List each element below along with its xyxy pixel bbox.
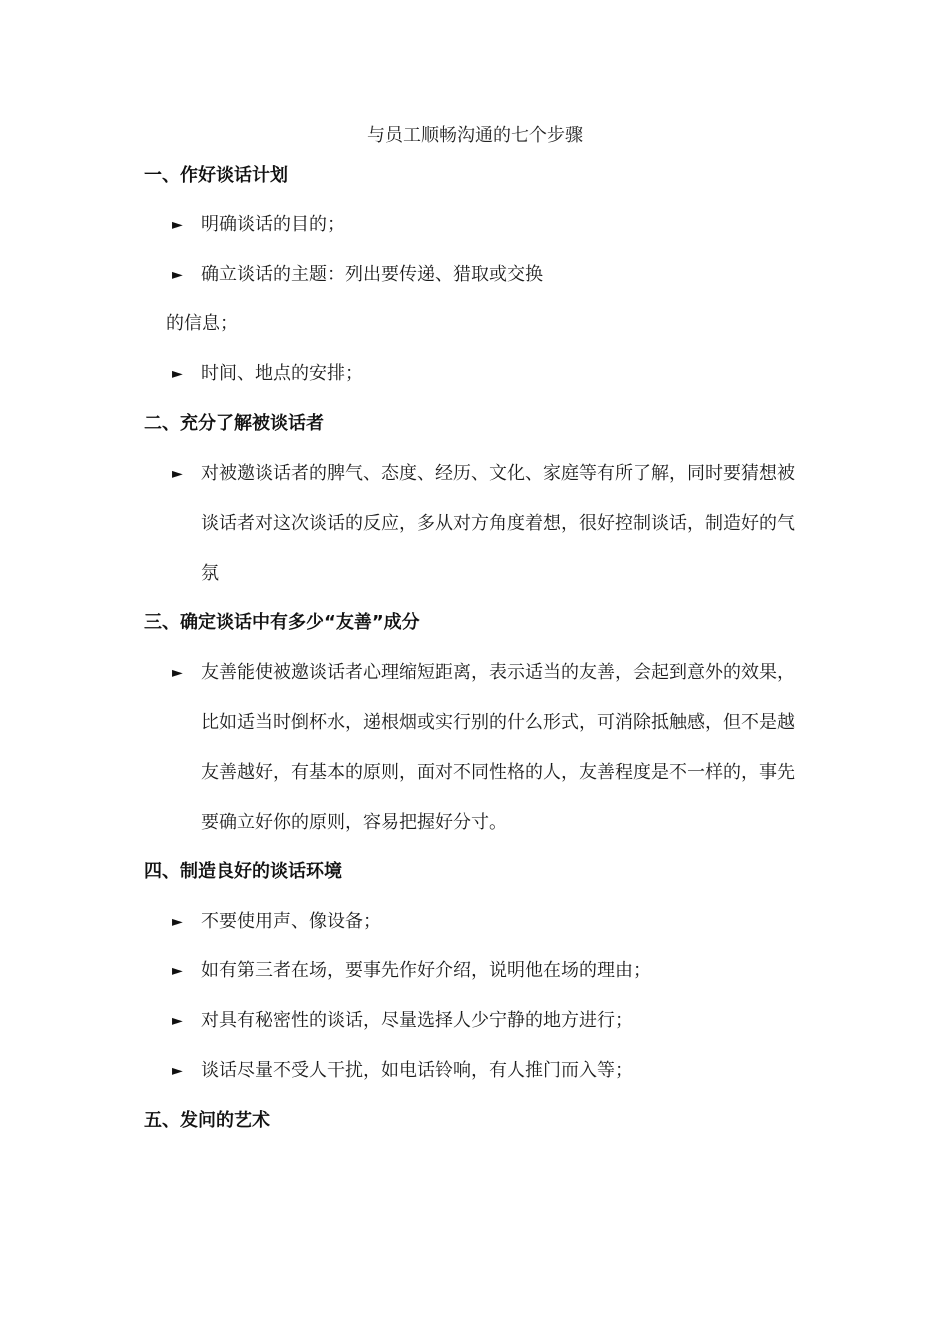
list-item-text: 明确谈话的目的； bbox=[201, 214, 345, 235]
section-heading: 四、制造良好的谈话环境 bbox=[144, 861, 342, 882]
list-item-text: 对被邀谈话者的脾气、态度、经历、文化、家庭等有所了解，同时要猜想被谈话者对这次谈话的反应，多从对方角度着想，很好控制谈话，制造好的气氛 bbox=[201, 463, 795, 584]
list-item-text: 时间、地点的安排； bbox=[201, 363, 363, 384]
document-title: 与员工顺畅沟通的七个步骤 bbox=[367, 125, 583, 146]
bullet-arrow-icon: ► bbox=[172, 1013, 183, 1029]
bullet-arrow-icon: ► bbox=[172, 963, 183, 979]
bullet-arrow-icon: ► bbox=[172, 665, 183, 681]
list-item-text: 确立谈话的主题：列出要传递、猎取或交换 bbox=[201, 264, 543, 285]
list-item-text: 对具有秘密性的谈话，尽量选择人少宁静的地方进行； bbox=[201, 1010, 633, 1031]
bullet-arrow-icon: ► bbox=[172, 466, 183, 482]
section-heading: 三、确定谈话中有多少“友善”成分 bbox=[144, 612, 420, 633]
bullet-arrow-icon: ► bbox=[172, 366, 183, 382]
bullet-arrow-icon: ► bbox=[172, 1063, 183, 1079]
list-item-text: 如有第三者在场，要事先作好介绍，说明他在场的理由； bbox=[201, 960, 651, 981]
bullet-arrow-icon: ► bbox=[172, 914, 183, 930]
list-item-text: 谈话尽量不受人干扰，如电话铃响，有人推门而入等； bbox=[201, 1060, 633, 1081]
section-heading: 二、充分了解被谈话者 bbox=[144, 413, 324, 434]
section-heading: 一、作好谈话计划 bbox=[144, 165, 288, 186]
list-item-text: 友善能使被邀谈话者心理缩短距离，表示适当的友善，会起到意外的效果，比如适当时倒杯水，递根烟或实行别的什么形式，可消除抵触感，但不是越友善越好，有基本的原则，面对不同性格的人，友善程度是不一样的，事先要确立好你的原则，容易把握好分寸。 bbox=[201, 662, 795, 833]
bullet-arrow-icon: ► bbox=[172, 217, 183, 233]
list-item-text: 不要使用声、像设备； bbox=[201, 911, 381, 932]
bullet-arrow-icon: ► bbox=[172, 267, 183, 283]
section-heading: 五、发问的艺术 bbox=[144, 1110, 270, 1131]
list-item-continuation: 的信息； bbox=[166, 313, 238, 334]
